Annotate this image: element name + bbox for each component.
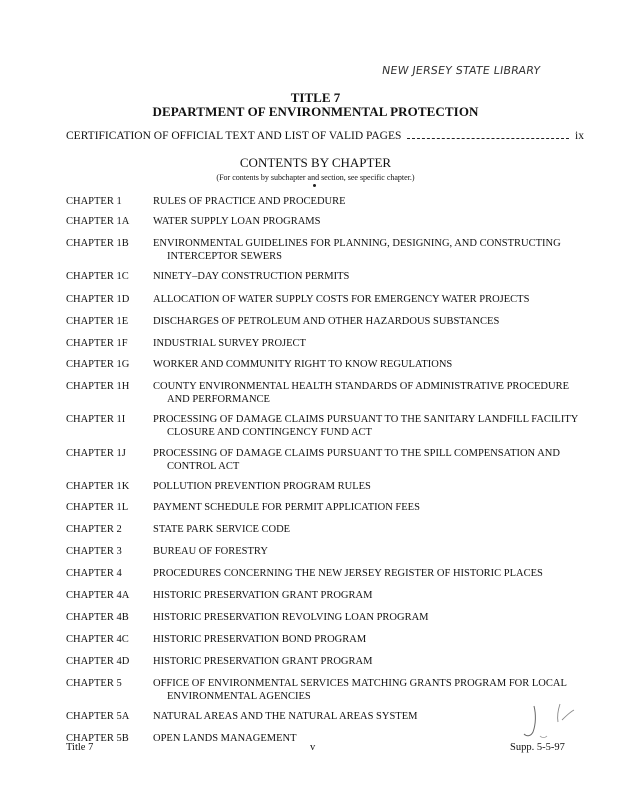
chapter-title: [153, 270, 573, 283]
chapter-title: [153, 480, 573, 493]
chapter-number: CHAPTER 4C: [66, 634, 129, 645]
chapter-title: [153, 337, 573, 350]
chapter-title-line: ENVIRONMENTAL AGENCIES: [167, 691, 311, 702]
chapter-number: CHAPTER 1D: [66, 294, 130, 305]
chapter-number: CHAPTER 1K: [66, 481, 130, 492]
chapter-number: CHAPTER 1I: [66, 414, 126, 425]
chapter-number: CHAPTER 5A: [66, 711, 130, 722]
chapter-title: [153, 633, 573, 646]
footer-supplement-date: Supp. 5-5-97: [510, 742, 565, 753]
chapter-title: [153, 545, 573, 558]
chapter-title-line: HISTORIC PRESERVATION BOND PROGRAM: [153, 634, 367, 645]
chapter-title: [153, 380, 573, 406]
chapter-title: [153, 501, 573, 514]
chapter-number: CHAPTER 1F: [66, 338, 128, 349]
chapter-number: CHAPTER 1C: [66, 271, 129, 282]
chapter-title: [153, 589, 573, 602]
chapter-number: CHAPTER 4: [66, 568, 122, 579]
contents-note: (For contents by subchapter and section, see specific chapter.): [216, 173, 415, 182]
chapter-title-line: BUREAU OF FORESTRY: [153, 546, 268, 557]
chapter-title: [153, 195, 573, 208]
chapter-title: [153, 655, 573, 668]
chapter-title-line: PROCEDURES CONCERNING THE NEW JERSEY REGISTER OF HISTORIC PLACES: [153, 568, 543, 579]
chapter-number: CHAPTER 4B: [66, 612, 129, 623]
chapter-title-line: PAYMENT SCHEDULE FOR PERMIT APPLICATION FEES: [153, 502, 420, 513]
chapter-title: [153, 237, 573, 263]
chapter-title: [153, 293, 573, 306]
chapter-title-line: RULES OF PRACTICE AND PROCEDURE: [153, 196, 346, 207]
chapter-title-line: POLLUTION PREVENTION PROGRAM RULES: [153, 481, 371, 492]
chapter-number: CHAPTER 1A: [66, 216, 130, 227]
chapter-title-line: HISTORIC PRESERVATION REVOLVING LOAN PROGRAM: [153, 612, 429, 623]
chapter-title-line: COUNTY ENVIRONMENTAL HEALTH STANDARDS OF ADMINISTRATIVE PROCEDURE: [153, 381, 569, 392]
handwritten-initials: [500, 700, 580, 750]
chapter-title: [153, 611, 573, 624]
chapter-title-line: NATURAL AREAS AND THE NATURAL AREAS SYSTEM: [153, 711, 418, 722]
chapter-title-line: ENVIRONMENTAL GUIDELINES FOR PLANNING, DESIGNING, AND CONSTRUCTING: [153, 238, 561, 249]
chapter-number: CHAPTER 1L: [66, 502, 129, 513]
chapter-title-line: AND PERFORMANCE: [167, 394, 270, 405]
chapter-number: CHAPTER 1H: [66, 381, 130, 392]
library-stamp: NEW JERSEY STATE LIBRARY: [381, 64, 542, 77]
chapter-number: CHAPTER 2: [66, 524, 122, 535]
chapter-title: [153, 447, 573, 473]
chapter-number: CHAPTER 3: [66, 546, 122, 557]
contents-heading: CONTENTS BY CHAPTER: [239, 155, 392, 170]
chapter-title-line: CLOSURE AND CONTINGENCY FUND ACT: [167, 427, 372, 438]
chapter-number: CHAPTER 5: [66, 678, 122, 689]
chapter-title-line: OPEN LANDS MANAGEMENT: [153, 733, 297, 744]
chapter-title-line: WORKER AND COMMUNITY RIGHT TO KNOW REGULATIONS: [153, 359, 453, 370]
bullet-mark: [313, 184, 316, 187]
certification-line: [66, 130, 584, 142]
chapter-title: [153, 358, 573, 371]
footer-page-number: v: [310, 742, 316, 753]
chapter-title-line: INDUSTRIAL SURVEY PROJECT: [153, 338, 306, 349]
chapter-title-line: ALLOCATION OF WATER SUPPLY COSTS FOR EMERGENCY WATER PROJECTS: [153, 294, 530, 305]
dot-leader: [407, 138, 569, 139]
chapter-title-line: INTERCEPTOR SEWERS: [167, 251, 283, 262]
chapter-title-line: HISTORIC PRESERVATION GRANT PROGRAM: [153, 590, 373, 601]
chapter-title-line: NINETY–DAY CONSTRUCTION PERMITS: [153, 271, 350, 282]
page-title: TITLE 7: [290, 90, 341, 105]
department-title: DEPARTMENT OF ENVIRONMENTAL PROTECTION: [152, 104, 479, 119]
chapter-title-line: HISTORIC PRESERVATION GRANT PROGRAM: [153, 656, 373, 667]
chapter-title-line: DISCHARGES OF PETROLEUM AND OTHER HAZARDOUS SUBSTANCES: [153, 316, 500, 327]
chapter-number: CHAPTER 1G: [66, 359, 130, 370]
footer-title: Title 7: [66, 742, 94, 753]
chapter-number: CHAPTER 1B: [66, 238, 129, 249]
chapter-number: CHAPTER 5B: [66, 733, 129, 744]
chapter-number: CHAPTER 1J: [66, 448, 126, 459]
chapter-title: [153, 567, 573, 580]
chapter-number: CHAPTER 1: [66, 196, 122, 207]
chapter-title-line: OFFICE OF ENVIRONMENTAL SERVICES MATCHING GRANTS PROGRAM FOR LOCAL: [153, 678, 567, 689]
chapter-title: [153, 523, 573, 536]
chapter-title-line: CONTROL ACT: [167, 461, 240, 472]
certification-label: CERTIFICATION OF OFFICIAL TEXT AND LIST OF VALID PAGES: [66, 130, 402, 142]
certification-page: ix: [575, 130, 584, 142]
chapter-title: [153, 215, 573, 228]
chapter-title-line: WATER SUPPLY LOAN PROGRAMS: [153, 216, 321, 227]
chapter-title-line: STATE PARK SERVICE CODE: [153, 524, 291, 535]
chapter-title-line: PROCESSING OF DAMAGE CLAIMS PURSUANT TO THE SANITARY LANDFILL FACILITY: [153, 414, 579, 425]
chapter-number: CHAPTER 1E: [66, 316, 129, 327]
chapter-title-line: PROCESSING OF DAMAGE CLAIMS PURSUANT TO THE SPILL COMPENSATION AND: [153, 448, 560, 459]
chapter-title: [153, 315, 573, 328]
chapter-number: CHAPTER 4D: [66, 656, 130, 667]
chapter-title: [153, 413, 579, 439]
chapter-number: CHAPTER 4A: [66, 590, 130, 601]
